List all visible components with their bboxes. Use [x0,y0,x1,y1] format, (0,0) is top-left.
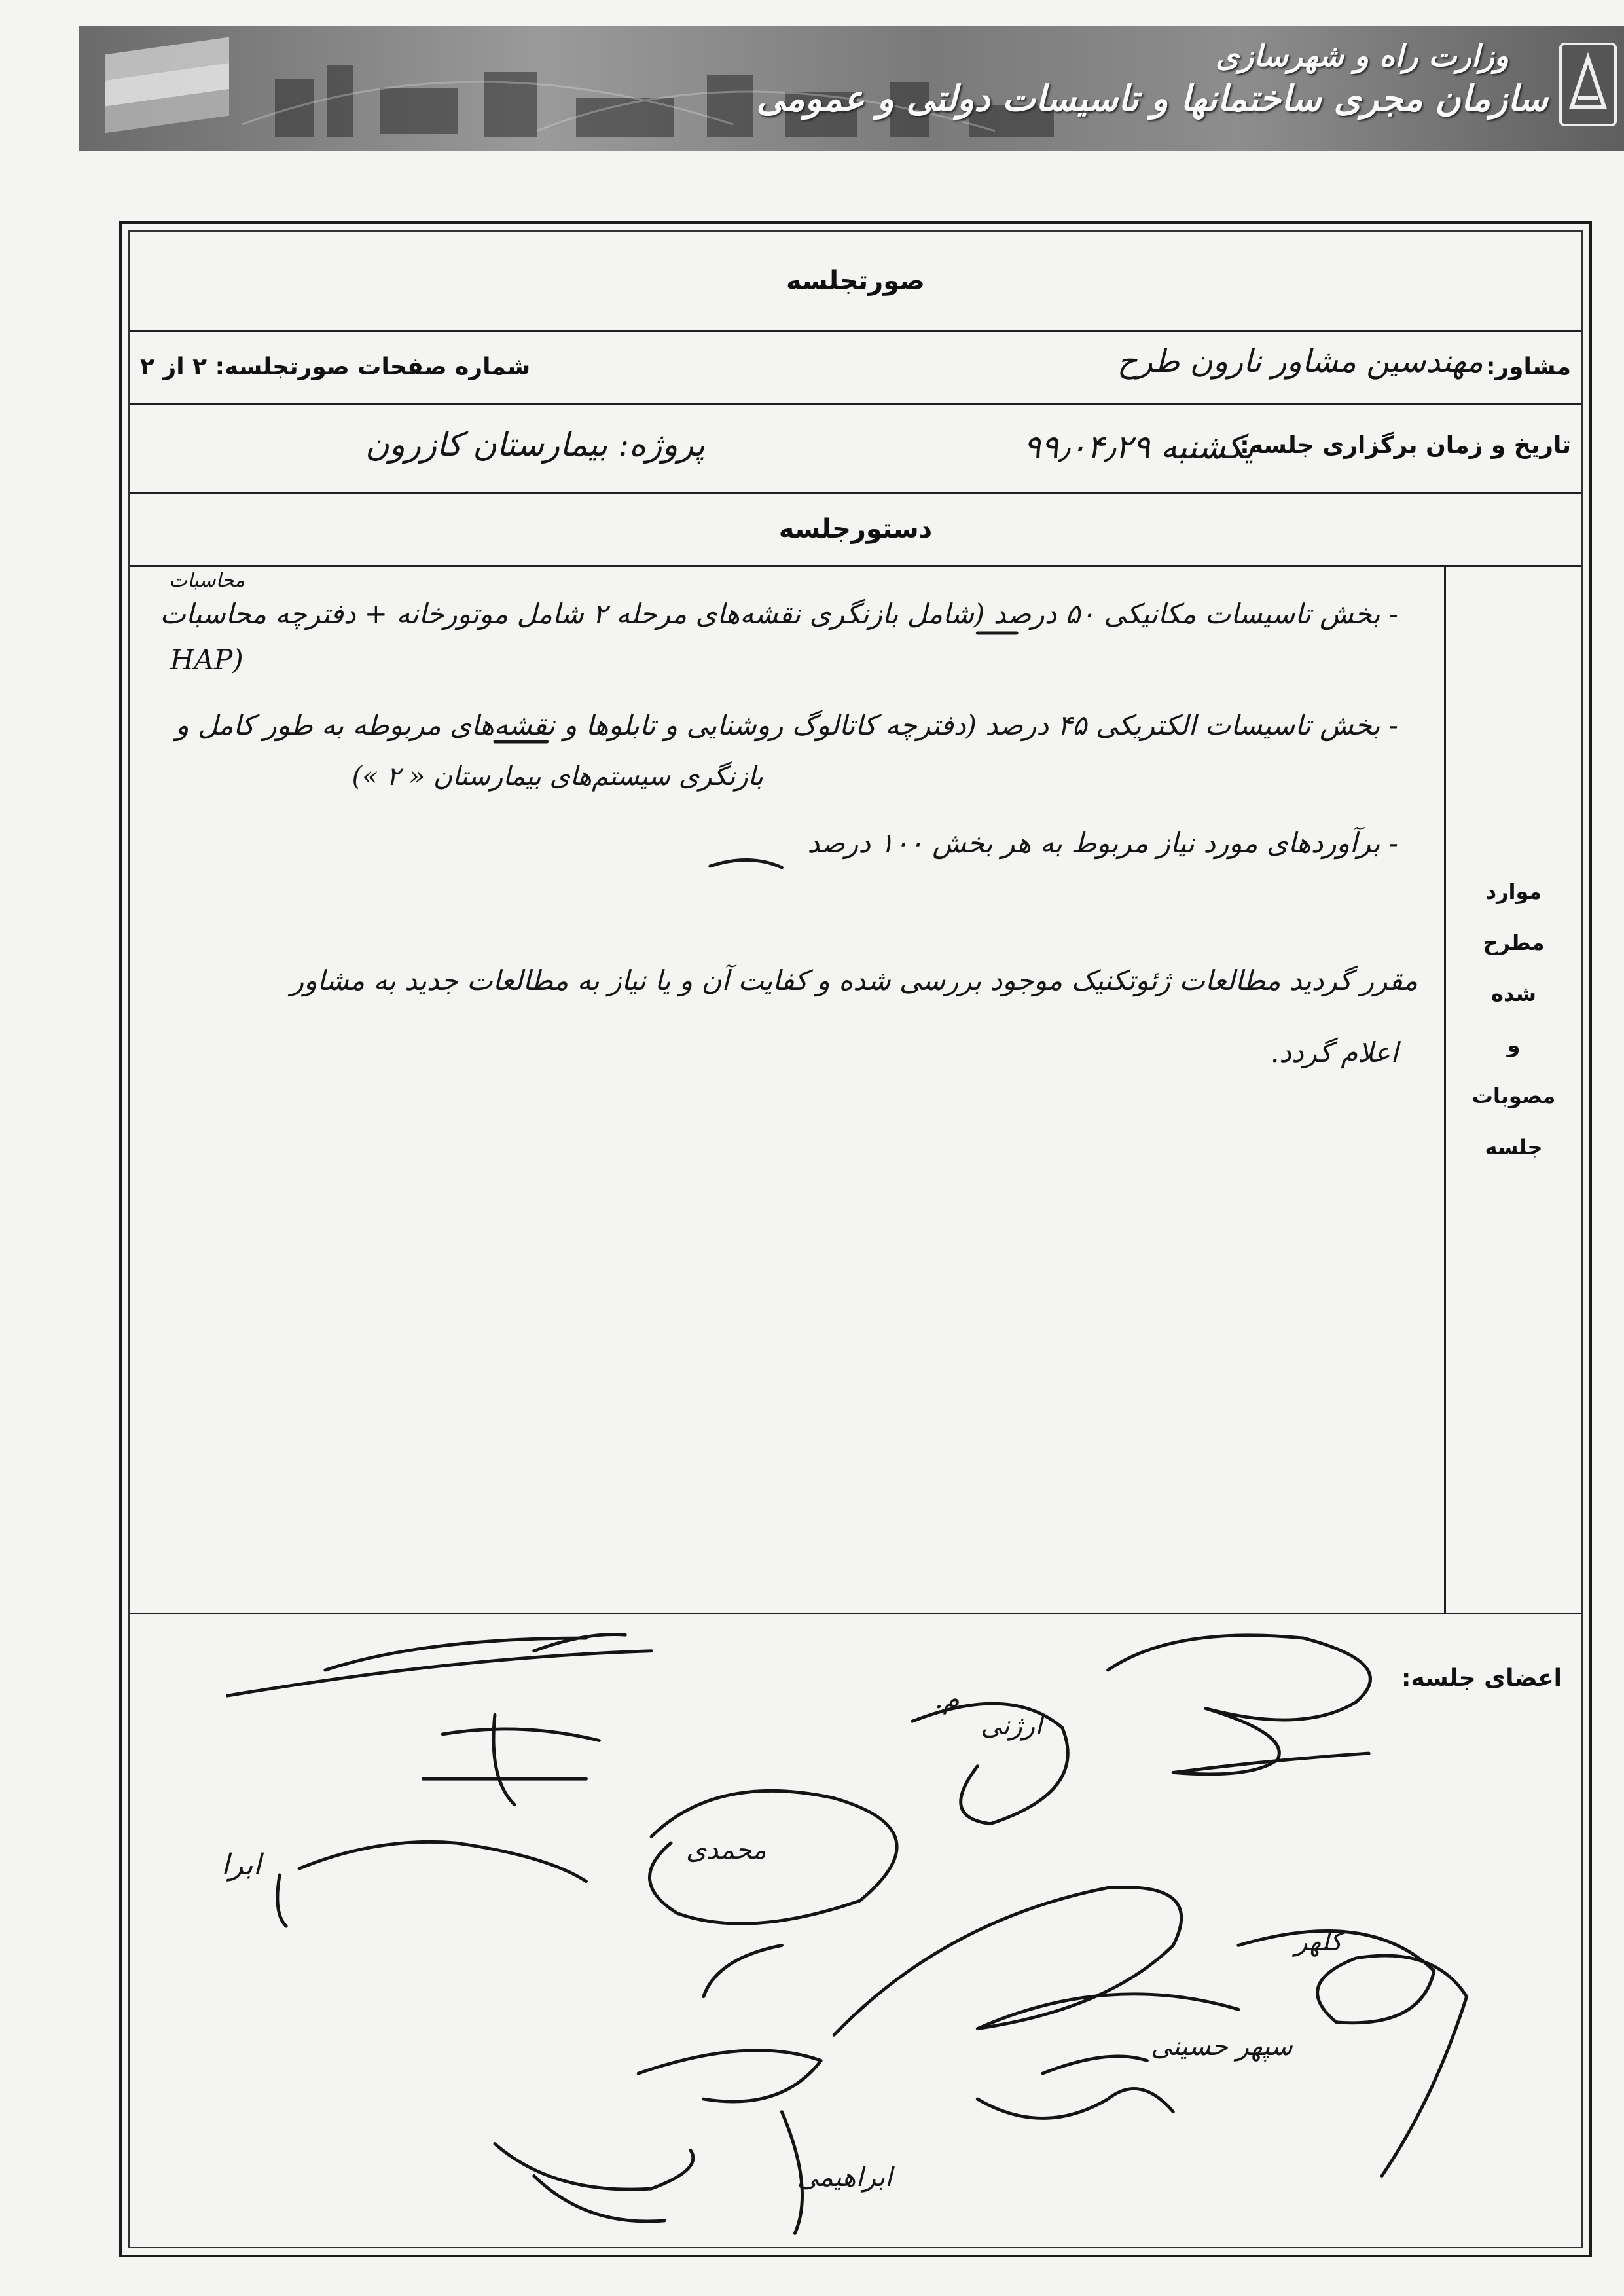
signature-annotation: سپهر حسینی [1151,2032,1293,2062]
date-row [130,403,1581,494]
minutes-line: بازنگری سیستم‌های بیمارستان « ۲ ») [352,761,763,792]
signature-annotation: م. [935,1685,960,1715]
form-title: صورتجلسه [786,266,925,296]
date-label: تاریخ و زمان برگزاری جلسه: [1240,432,1571,459]
annotation-calculations: محاسبات [169,569,245,592]
signature-mark [278,1842,586,1926]
page-count-label: شماره صفحات صورتجلسه: [215,354,531,380]
minutes-line: HAP) [170,644,244,676]
signature-mark [834,1887,1238,2035]
signatures-area [130,1613,1581,2247]
signature-annotation: ارژنی [981,1711,1043,1741]
minutes-line: - بخش تاسیسات الکتریکی ۴۵ درصد (دفترچه کاتالوگ روشنایی و تابلوها و نقشه‌های مربوطه به طور کامل و [175,709,1398,741]
side-label-line: و [1507,1032,1521,1057]
signature-mark [423,1715,599,1804]
signature-mark [227,1635,651,1696]
side-label-line: مطرح [1483,930,1545,955]
members-section [130,1613,1581,2247]
date-value: یکشنبه ۹۹٫۰۴٫۲۹ [1023,428,1254,466]
agenda-row [130,492,1581,567]
signature-mark [1108,1635,1371,1774]
project-value: پروژه: بیمارستان کازرون [365,426,706,464]
side-label-line: موارد [1485,879,1542,904]
consultant-value: مهندسین مشاور نارون طرح [1117,343,1483,380]
organization-name: سازمان مجری ساختمانها و تاسیسات دولتی و عمومی [756,77,1548,119]
side-label-line: مصوبات [1471,1084,1556,1108]
signature-mark [495,2144,693,2221]
letterhead-banner [79,26,1624,151]
page-count-value: ۲ از ۲ [140,354,208,380]
signature-mark [638,2050,821,2234]
organization-header [757,38,1548,119]
signature-annotation: ابرا [221,1848,261,1882]
side-label-line: جلسه [1485,1135,1543,1159]
signature-annotation: محمدی [686,1835,767,1865]
members-label: اعضای جلسه: [1401,1665,1562,1692]
agenda-title: دستورجلسه [778,514,933,544]
form-inner-frame [128,230,1583,2248]
signature-annotation: ابراهیمی [797,2162,893,2193]
emblem-logo [1559,43,1617,126]
side-label-line: شده [1491,981,1536,1006]
minutes-line: مقرر گردید مطالعات ژئوتکنیک موجود بررسی شده و کفایت آن و یا نیاز به مطالعات جدید به مشاور [290,964,1418,996]
title-row [130,232,1581,332]
minutes-form [119,221,1592,2257]
page-count [140,354,530,380]
ministry-name: وزارت راه و شهرسازی [1216,38,1509,73]
signature-mark [977,2056,1173,2119]
side-column [1444,565,1581,1613]
minutes-line: - بخش تاسیسات مکانیکی ۵۰ درصد (شامل بازنگری نقشه‌های مرحله ۲ شامل موتورخانه + دفترچه محاسبات [160,598,1398,630]
signature-annotation: کلهر [1295,1927,1343,1957]
consultant-label: مشاور: [1486,354,1571,380]
minutes-line: اعلام گردد. [1270,1036,1398,1068]
minutes-body [130,565,1581,1614]
signature-mark [649,1791,897,1996]
consultant-row [130,330,1581,405]
minutes-line: - برآوردهای مورد نیاز مربوط به هر بخش ۱۰۰ درصد [807,827,1398,859]
